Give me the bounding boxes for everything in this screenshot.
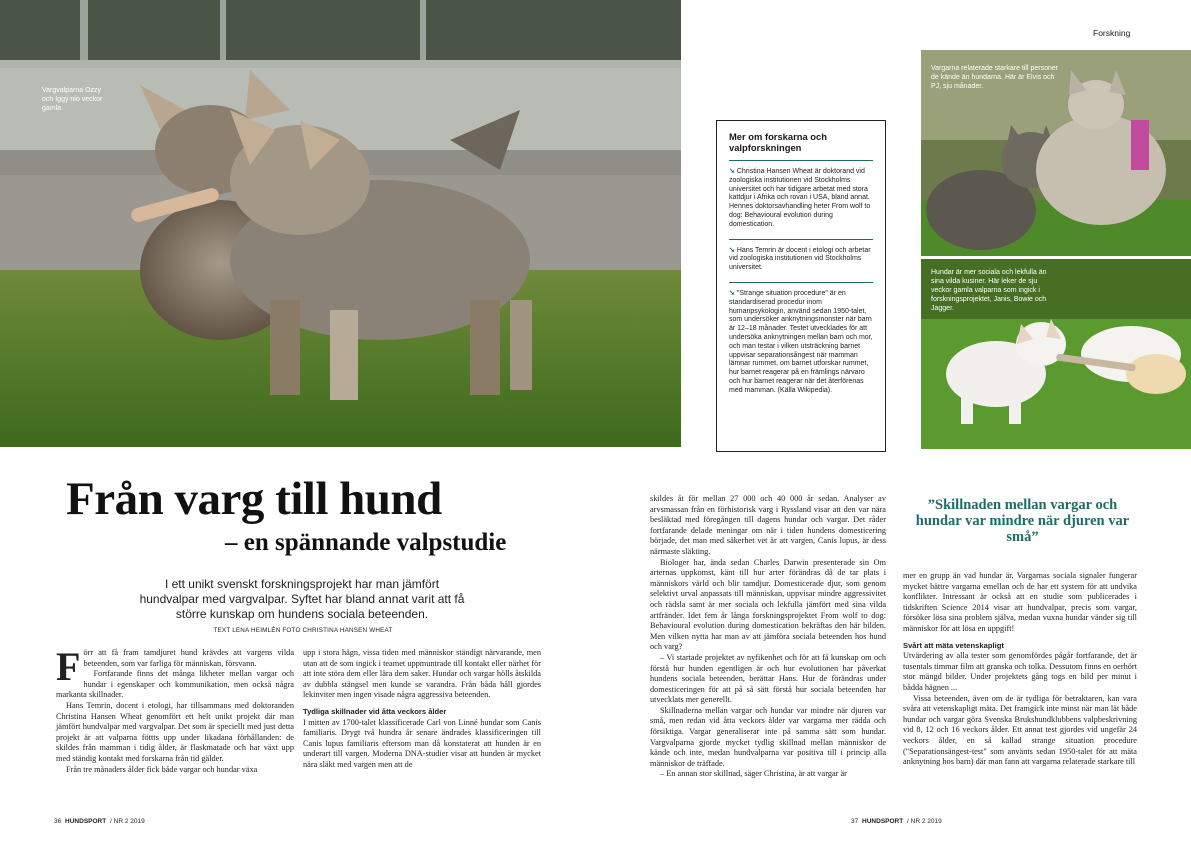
footer-right-divider: / — [907, 818, 909, 825]
col1-p3: Hans Temrin, docent i etologi, har tillsammans med doktoranden Christina Hansen Wheat genomfört ett helt unikt projekt där man jämfört hundvalpar med vargvalpar. Det som är speciellt med just detta projekt är att valparna föttts upp under likadana förhållanden: de skildes från mamman i tidig ålder, är flaskmatade och har växt upp med ständig kontakt med forskarna från tid gälder. — [56, 700, 294, 763]
body-column-1 — [56, 644, 294, 775]
factbox-item-3 — [717, 290, 885, 402]
body-column-2 — [303, 648, 541, 771]
arrow-icon: ➘ — [729, 246, 735, 254]
col4-p2: Utvärdering av alla tester som genomfördes pågår fortfarande, det är tusentals timmar film att granska och tolka. Dessutom finns en oerhört stor mängd bilder. Under projektets gång togs en bild per minut i bådda hägnen ... — [903, 651, 1137, 692]
puppies-photo — [921, 259, 1191, 449]
footer-left-issue: NR 2 2019 — [113, 818, 145, 825]
pull-quote: ”Skillnaden mellan vargar och hundar var mindre när djuren var små” — [915, 497, 1130, 545]
arrow-icon: ➘ — [729, 168, 735, 175]
col1-p2: Fortfarande finns det många likheter mellan vargar och hundar i egenskaper och kommunikation, men också några markanta skillnader. — [56, 669, 294, 700]
factbox-item-1 — [717, 168, 885, 236]
factbox-item-2 — [717, 247, 885, 279]
article-lead: I ett unikt svenskt forskningsprojekt har man jämfört hundvalpar med vargvalpar. Syftet har bland annat varit att få större kunskap om hundens sociala beteenden. — [139, 577, 465, 621]
puppies-caption: Hundar är mer sociala och lekfulla än sina vilda kusiner. Här leker de sju veckor gamla valparna som ingick i forskningsprojektet, Janis, Bowie och Jagger. — [931, 269, 1047, 312]
col1-p1: örr att få fram tamdjuret hund krävdes att vargens vilda beteenden, som var farliga för människan, försvann. — [83, 648, 294, 668]
col4-p3: Vissa beteenden, även om de är tydliga för betraktaren, kan vara svåra att vetenskapligt mäta. Det framgick inte minst när man lät både hundar och vargar göra Svenska Brukshundklubbens valpbeskrivning vid 8, 12 och 16 veckors ålder. Ett annat test gjordes vid ungefär 24 veckors ålder, en så kallad strange situation procedure ("Separationsängest-test" som använts sedan 1950-talet för att mäta anknytning hos barn) där man fann att vargarna relaterade starkare till — [903, 693, 1137, 767]
col3-p3: – Vi startade projektet av nyfikenhet och för att få kunskap om och förstå hur hunden egentligen är och hur evolutionen har påverkat hundens sociala beteenden, berättar Hans. Hur de förändras under domesticeringen för att på så sätt förstå hur sociala beteenden har utvecklats mer generellt. — [650, 652, 886, 705]
section-label: Forskning — [1093, 28, 1131, 38]
col4-p1: mer en grupp än vad hundar är. Vargarnas sociala signaler fungerar mycket bättre vargarna emellan och de har ett system för att undvika konflikter. Intressant är också att en studie som publicerades i tidskriften Science 2014 visar att hundvalpar, precis som vargar, försöker lösa sina problem själva, medan vuxna hundar vänder sig till människor för att lösa en uppgift! — [903, 571, 1137, 633]
dropcap: F — [56, 644, 81, 689]
wolf-pups-illustration — [0, 0, 681, 447]
col3-p5: – En annan stor skillnad, säger Christina, är att vargar är — [660, 769, 847, 779]
hero-photo — [0, 0, 681, 447]
footer-left-page: 36 — [54, 818, 62, 825]
wolves-photo — [921, 50, 1191, 256]
col1-p4: Från tre månaders ålder fick både vargar och hundar växa — [66, 764, 258, 774]
col3-p2: Biologer har, ända sedan Charles Darwin presenterade sin Om arternas uppkomst, känt till hur arter förändras då de tar plats i människors värld och blir tamdjur. Domesticerade djur, som genom selektivt urval anpassats till människan, uppvisar mindre aggressivitet och rädsla samt är mer sociala och lekfulla jämfört med sina vilda artfränder. Idet fem år långa forskningsprojektet From wolf to dog: Behavioural evolution during domestication bekräftas den här bilden. Men vilken nytta har man av att jämföra sociala beteenden hos hund och varg? — [650, 557, 886, 652]
col3-p4: Skillnaderna mellan vargar och hundar var mindre när djuren var små, men redan vid åtta veckors ålder var vargarna mer rädda och försiktiga. Vargar generaliserar inte på samma sätt som hundar. Vargvalparna gjorde mycket tydlig skillnad mellan människor de kände och inte, medan hundvalparna var positiva till i princip alla människor de träffade. — [650, 705, 886, 768]
footer-right — [851, 818, 942, 825]
footer-right-issue: NR 2 2019 — [910, 818, 942, 825]
col2-subhead: Tydliga skillnader vid åtta veckors ålder — [303, 706, 447, 716]
factbox-rule — [729, 239, 873, 240]
body-column-4 — [903, 571, 1137, 768]
col2-p1: upp i stora hägn, vissa tiden med människor ständigt närvarande, men utan att de som ingick i teamet uppmuntrade till kontakt eller närhet för att inte störa dem eller lära dem saker. Hundar och vargar hölls åtskilda av dubbla stängsel men kunde se varandra. Från båda håll gjordes lekinviter men ingen visade några aggressiva beteenden. — [303, 648, 541, 700]
factbox — [716, 120, 886, 452]
hero-caption: Vargvalparna Ozzy och Iggy nio veckor gamla. — [42, 87, 103, 112]
factbox-item-1-text: Christina Hansen Wheat är doktorand vid zoologiska institutionen vid Stockholms universitet och har tidigare arbetat med stora kattdjur i Afrika och rovan i USA, bland annat. Hennes doktorsavhandling heter From wolf to dog: Behavioural evolution during domestication. — [729, 168, 871, 228]
article-byline: TEXT LENA HEIMLÉN FOTO CHRISTINA HANSEN WHEAT — [213, 627, 393, 634]
factbox-item-3-text: "Strange situation procedure" är en standardiserad procedur inom humanpsykologin, använd sedan 1950-talet, som undersöker anknytningsmonster när barn är 12–18 månader. Testet utvecklades för att undersöka anknytningen mellan barn och mor, och man testar i vilken utsträckning barnet uppvisar separationsångest när mamman lämnar rummet, om barnet utforskar rummet, hur barnet reagerar på en främlings närvaro och hur barnet reagerar när det återförenas med mamman. (Källa Wikipedia). — [729, 289, 873, 394]
col2-p2: I mitten av 1700-talet klassificerade Carl von Linné hundar som Canis familiaris. Drygt två hundra år senare ändrades klassificeringen till Canis lupus familiaris eftersom man då konstaterat att hunden är en underart till vargen. Moderna DNA-studier visar att hunden är mycket nära släkt med vargen men att de — [303, 717, 541, 769]
footer-right-mag: HUNDSPORT — [862, 818, 904, 825]
factbox-rule — [729, 282, 873, 283]
wolves-caption: Vargarna relaterade starkare till personer de kände än hundarna. Här är Elvis och PJ, sju månader. — [931, 65, 1059, 90]
footer-right-page: 37 — [851, 818, 859, 825]
factbox-title: Mer om forskarna och valpforskningen — [729, 131, 827, 153]
factbox-item-2-text: Hans Temrin är docent i etologi och arbetar vid zoologiska institutionen vid Stockholms universitet. — [729, 246, 871, 272]
article-subtitle: – en spännande valpstudie — [225, 529, 507, 556]
footer-left-divider: / — [110, 818, 112, 825]
factbox-rule — [729, 160, 873, 161]
footer-left — [54, 818, 145, 825]
col4-subhead: Svårt att mäta vetenskapligt — [903, 640, 1004, 650]
footer-left-mag: HUNDSPORT — [65, 818, 107, 825]
arrow-icon: ➘ — [729, 289, 735, 297]
article-title: Från varg till hund — [66, 473, 442, 525]
col3-p1: skildes åt för mellan 27 000 och 40 000 år sedan. Analyser av arvsmassan från en förhistorisk varg i Ryssland visar att den var nära besläktad med föregången till dagens hundar och vargar. Det råder fortfarande delade meningar om när i tiden hundens domesticering började, det man med säkerhet vet är att vargen, Canis lupus, är dess närmaste släkting. — [650, 494, 886, 556]
body-column-3 — [650, 494, 886, 780]
